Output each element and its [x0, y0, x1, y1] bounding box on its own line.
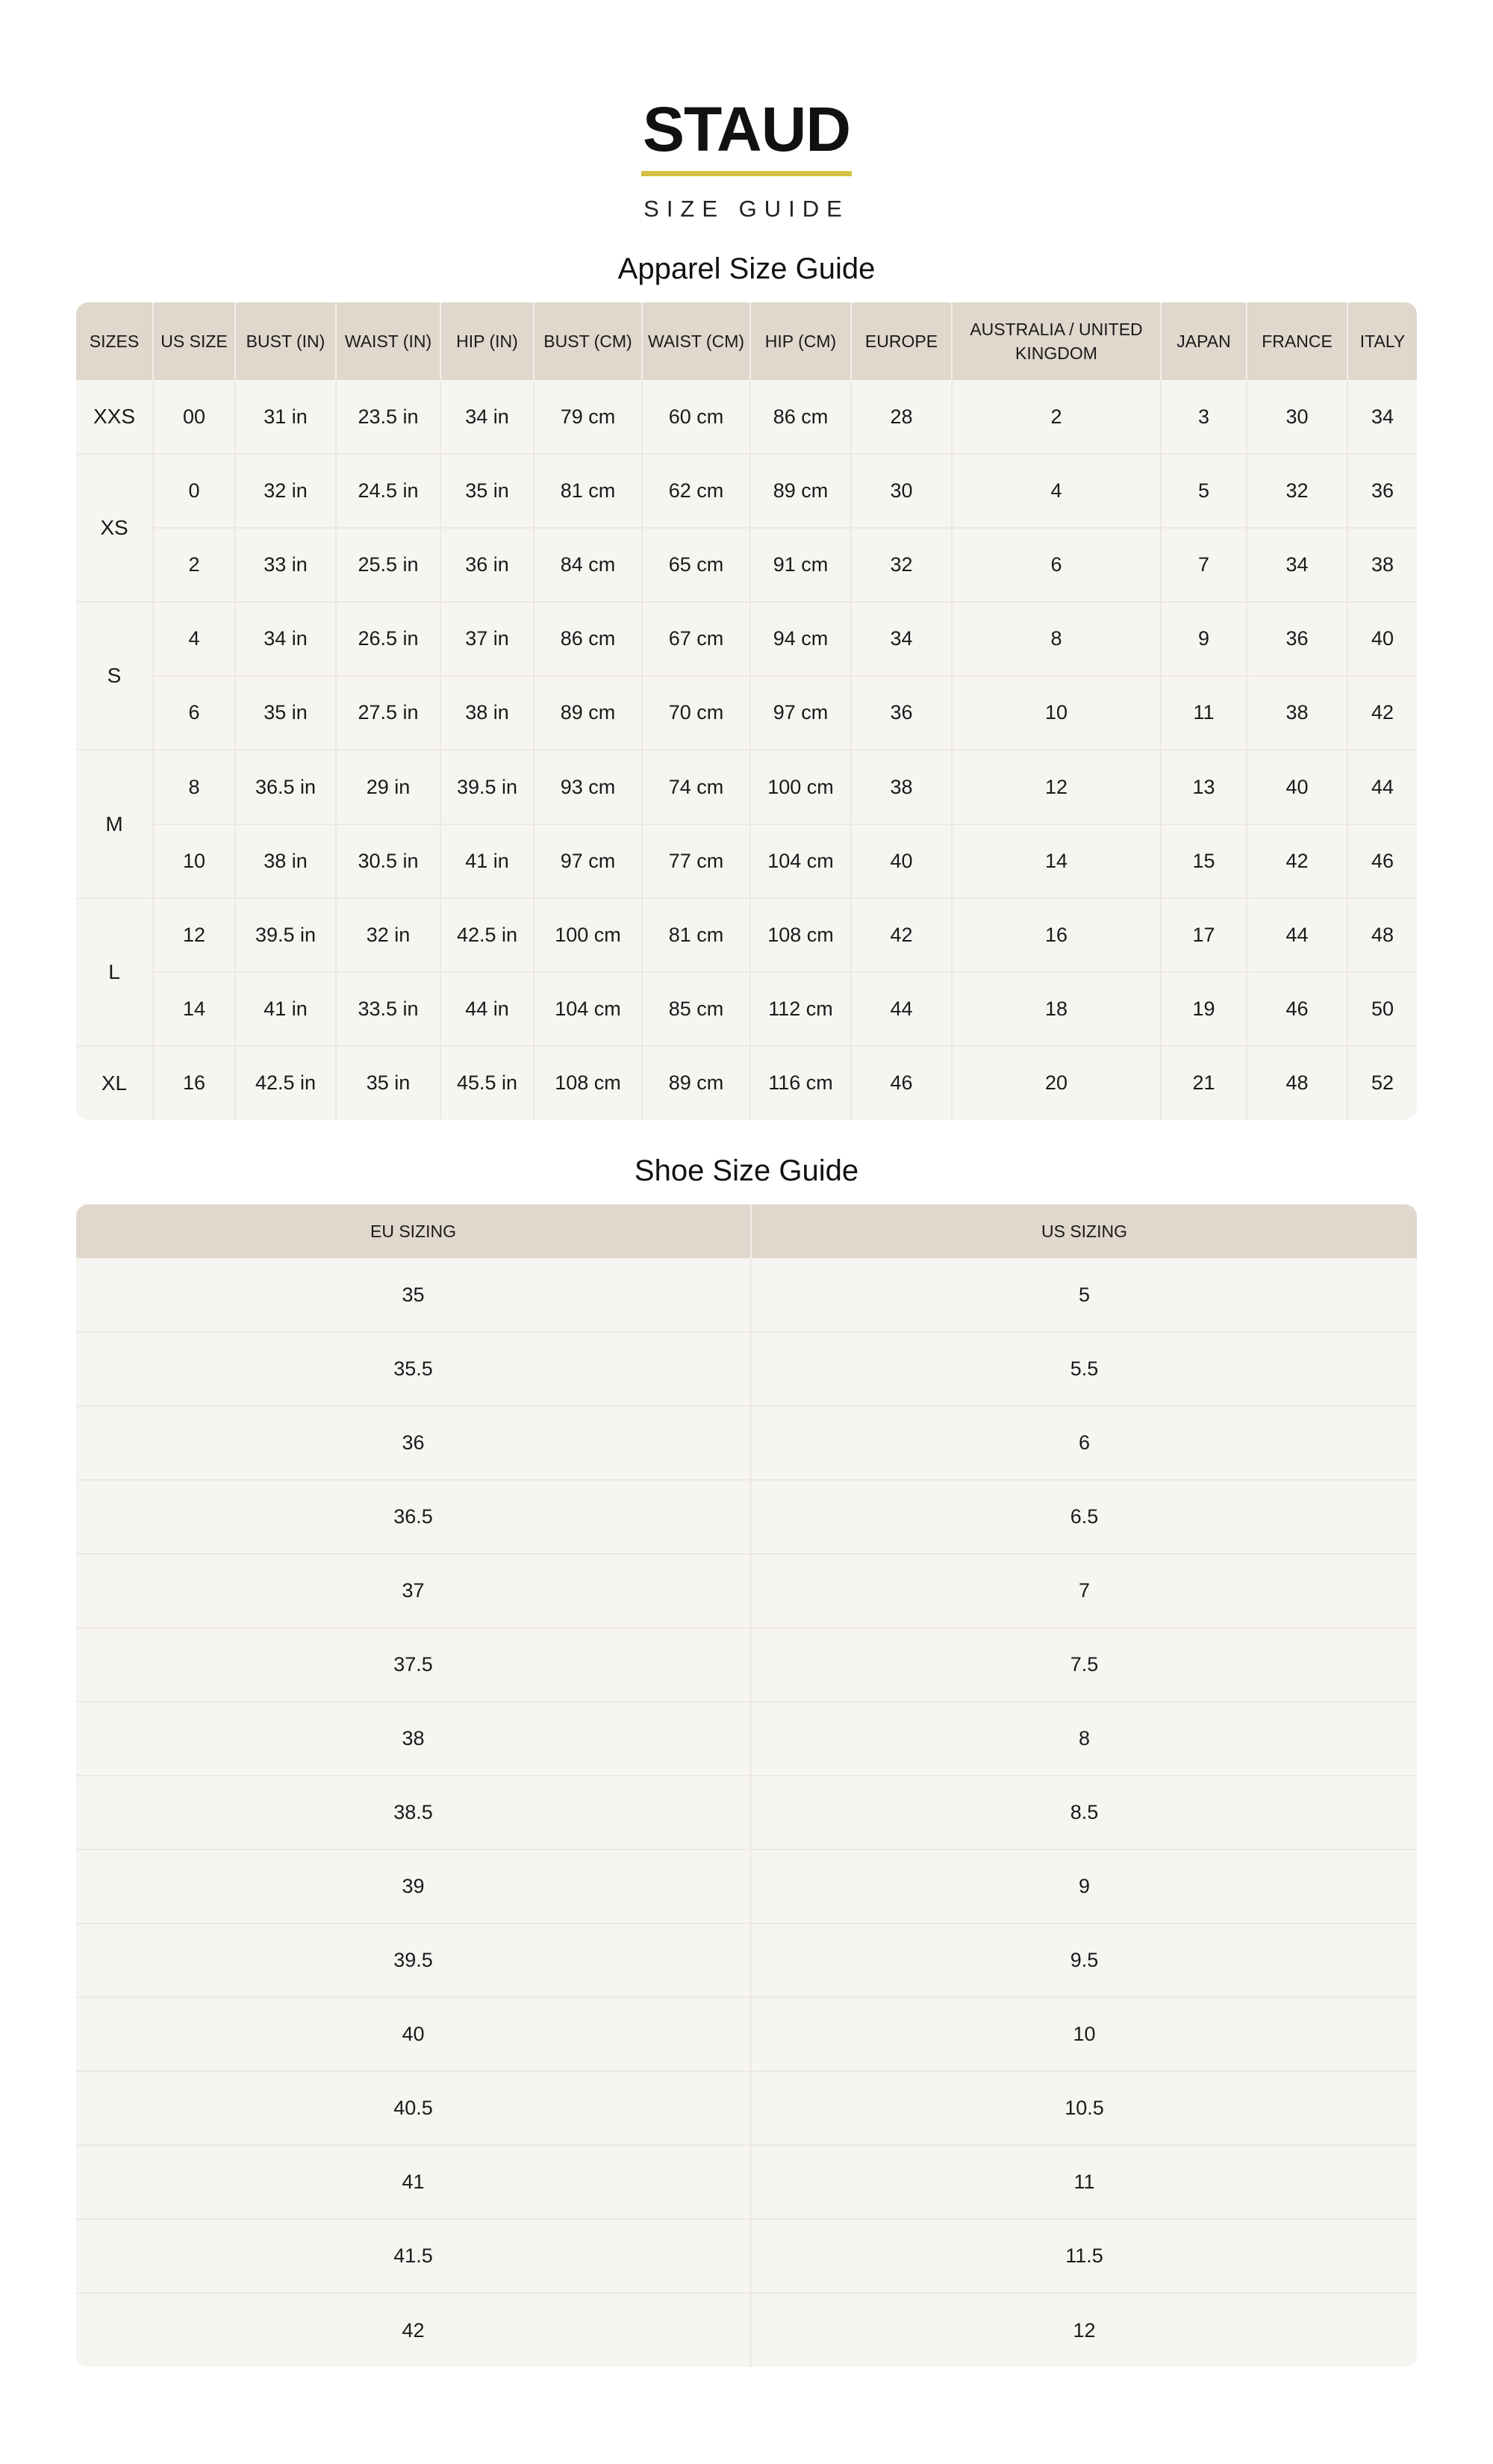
- table-cell: 67 cm: [642, 602, 750, 676]
- table-cell: 81 cm: [642, 898, 750, 972]
- table-cell: 93 cm: [534, 750, 642, 824]
- table-cell: 39.5 in: [235, 898, 336, 972]
- size-label-cell: XXS: [76, 380, 153, 454]
- table-cell: 9: [1161, 602, 1247, 676]
- apparel-column-header: WAIST (CM): [642, 302, 750, 380]
- table-cell: 36: [76, 1406, 751, 1480]
- table-cell: 36.5: [76, 1480, 751, 1554]
- table-cell: 38: [1347, 528, 1417, 602]
- table-cell: 86 cm: [750, 380, 851, 454]
- table-row: [76, 1554, 1417, 1628]
- table-cell: 20: [952, 1046, 1161, 1120]
- table-cell: 44: [1347, 750, 1417, 824]
- table-cell: 10: [153, 824, 235, 898]
- table-cell: 5: [1161, 454, 1247, 528]
- table-cell: 42: [851, 898, 952, 972]
- table-cell: 12: [952, 750, 1161, 824]
- table-cell: 9.5: [751, 1923, 1417, 1997]
- apparel-column-header: BUST (CM): [534, 302, 642, 380]
- table-cell: 36: [851, 676, 952, 750]
- table-row: [76, 454, 1417, 528]
- shoe-size-table: [76, 1204, 1417, 2367]
- table-row: [76, 2219, 1417, 2293]
- apparel-column-header: SIZES: [76, 302, 153, 380]
- apparel-section-title: Apparel Size Guide: [617, 252, 876, 285]
- table-cell: 42.5 in: [235, 1046, 336, 1120]
- table-cell: 6: [751, 1406, 1417, 1480]
- table-cell: 46: [1347, 824, 1417, 898]
- table-cell: 41 in: [440, 824, 534, 898]
- size-label-cell: M: [76, 750, 153, 897]
- table-row: [76, 2293, 1417, 2367]
- apparel-column-header: HIP (IN): [440, 302, 534, 380]
- table-cell: 116 cm: [750, 1046, 851, 1120]
- table-cell: 8: [751, 1702, 1417, 1776]
- table-cell: 30: [1247, 380, 1347, 454]
- table-cell: 36: [1247, 602, 1347, 676]
- table-cell: 12: [153, 898, 235, 972]
- table-cell: 40: [1347, 602, 1417, 676]
- shoe-table-container: [76, 1204, 1417, 2367]
- table-cell: 18: [952, 972, 1161, 1046]
- table-cell: 12: [1073, 2318, 1096, 2342]
- table-cell: 4: [952, 454, 1161, 528]
- table-cell: 39: [76, 1849, 751, 1923]
- table-cell: 32 in: [235, 454, 336, 528]
- table-cell: 33.5 in: [336, 972, 440, 1046]
- apparel-column-header: BUST (IN): [235, 302, 336, 380]
- shoe-column-header: US SIZING: [751, 1204, 1417, 1258]
- size-guide-tagline: SIZE GUIDE: [643, 196, 850, 222]
- table-cell: 46: [1247, 972, 1347, 1046]
- apparel-size-table: [76, 302, 1417, 1120]
- table-cell: 38: [851, 750, 952, 824]
- table-row: [76, 1406, 1417, 1480]
- table-row: [76, 1480, 1417, 1554]
- table-cell: 42: [1347, 676, 1417, 750]
- table-row: [76, 1923, 1417, 1997]
- table-cell: 41.5: [76, 2219, 751, 2293]
- table-cell: 8: [153, 750, 235, 824]
- table-row: [76, 1997, 1417, 2071]
- table-cell: 35.5: [76, 1332, 751, 1406]
- table-cell: 2: [952, 380, 1161, 454]
- table-cell: 37: [76, 1554, 751, 1628]
- table-cell: 89 cm: [534, 676, 642, 750]
- table-cell: 40: [76, 1997, 751, 2071]
- table-cell: 35 in: [440, 454, 534, 528]
- size-label-cell: XS: [76, 454, 153, 602]
- table-cell: 91 cm: [750, 528, 851, 602]
- table-cell: 60 cm: [642, 380, 750, 454]
- table-cell: 40.5: [76, 2071, 751, 2145]
- table-cell: 40: [1247, 750, 1347, 824]
- table-cell: 52: [1371, 1071, 1394, 1095]
- apparel-column-header: US SIZE: [153, 302, 235, 380]
- table-cell: 38 in: [440, 676, 534, 750]
- apparel-column-header: HIP (CM): [750, 302, 851, 380]
- table-cell: 38: [1247, 676, 1347, 750]
- table-cell: 23.5 in: [336, 380, 440, 454]
- table-cell: 36.5 in: [235, 750, 336, 824]
- table-row: [76, 898, 1417, 972]
- table-row: [76, 2145, 1417, 2219]
- size-label-cell: S: [76, 602, 153, 750]
- table-cell: 100 cm: [750, 750, 851, 824]
- table-row: [76, 1776, 1417, 1849]
- table-cell: 21: [1161, 1046, 1247, 1120]
- table-cell: 108 cm: [750, 898, 851, 972]
- table-cell: 10: [952, 676, 1161, 750]
- table-row: [76, 1849, 1417, 1923]
- shoe-column-header: EU SIZING: [76, 1204, 751, 1258]
- table-cell: 17: [1161, 898, 1247, 972]
- apparel-column-header: FRANCE: [1247, 302, 1347, 380]
- table-cell: 42: [76, 2293, 751, 2367]
- table-cell: 33 in: [235, 528, 336, 602]
- table-cell: 8.5: [751, 1776, 1417, 1849]
- table-cell: 11: [751, 2145, 1417, 2219]
- table-cell: 35: [76, 1258, 751, 1332]
- table-cell: 9: [751, 1849, 1417, 1923]
- table-cell: 30: [851, 454, 952, 528]
- shoe-section-title: Shoe Size Guide: [634, 1154, 859, 1187]
- table-cell: 36 in: [440, 528, 534, 602]
- table-cell: 7: [751, 1554, 1417, 1628]
- table-row: [76, 1332, 1417, 1406]
- table-cell: 36: [1347, 454, 1417, 528]
- table-cell: 37 in: [440, 602, 534, 676]
- apparel-column-header: WAIST (IN): [336, 302, 440, 380]
- table-cell: 30.5 in: [336, 824, 440, 898]
- table-row: [76, 1258, 1417, 1332]
- size-label-cell: L: [76, 898, 153, 1046]
- table-row: [76, 1702, 1417, 1776]
- table-cell: 44: [1247, 898, 1347, 972]
- apparel-column-header: ITALY: [1347, 302, 1417, 380]
- table-cell: 44 in: [440, 972, 534, 1046]
- table-cell: 42: [1247, 824, 1347, 898]
- table-cell: 34 in: [235, 602, 336, 676]
- table-cell: 108 cm: [534, 1046, 642, 1120]
- table-row: [76, 972, 1417, 1046]
- table-cell: 97 cm: [534, 824, 642, 898]
- table-cell: 34: [851, 602, 952, 676]
- table-cell: 62 cm: [642, 454, 750, 528]
- table-cell: 100 cm: [534, 898, 642, 972]
- table-cell: 24.5 in: [336, 454, 440, 528]
- apparel-column-header: EUROPE: [851, 302, 952, 380]
- table-cell: 10: [751, 1997, 1417, 2071]
- table-cell: 16: [952, 898, 1161, 972]
- table-cell: 35 in: [336, 1046, 440, 1120]
- table-row: [76, 2071, 1417, 2145]
- table-cell: 79 cm: [534, 380, 642, 454]
- table-cell: 94 cm: [750, 602, 851, 676]
- table-cell: 6: [952, 528, 1161, 602]
- table-cell: 38.5: [76, 1776, 751, 1849]
- table-cell: 16: [153, 1046, 235, 1120]
- table-cell: 44: [851, 972, 952, 1046]
- table-cell: 28: [851, 380, 952, 454]
- table-row: [76, 1046, 1417, 1120]
- table-row: [76, 750, 1417, 824]
- table-cell: 89 cm: [642, 1046, 750, 1120]
- table-cell: 74 cm: [642, 750, 750, 824]
- table-cell: 6.5: [751, 1480, 1417, 1554]
- table-cell: 19: [1161, 972, 1247, 1046]
- table-cell: 77 cm: [642, 824, 750, 898]
- table-cell: 84 cm: [534, 528, 642, 602]
- table-cell: 7: [1161, 528, 1247, 602]
- table-cell: 70 cm: [642, 676, 750, 750]
- table-cell: 112 cm: [750, 972, 851, 1046]
- table-cell: 5: [751, 1258, 1417, 1332]
- table-cell: 46: [851, 1046, 952, 1120]
- table-cell: 8: [952, 602, 1161, 676]
- table-cell: 41 in: [235, 972, 336, 1046]
- table-cell: 26.5 in: [336, 602, 440, 676]
- table-cell: 7.5: [751, 1628, 1417, 1702]
- table-cell: 0: [153, 454, 235, 528]
- table-cell: 41: [76, 2145, 751, 2219]
- table-cell: 42.5 in: [440, 898, 534, 972]
- table-row: [76, 602, 1417, 676]
- table-cell: 65 cm: [642, 528, 750, 602]
- table-cell: 34: [1247, 528, 1347, 602]
- table-cell: 14: [153, 972, 235, 1046]
- apparel-column-header: AUSTRALIA / UNITED KINGDOM: [952, 302, 1161, 380]
- table-cell: 38 in: [235, 824, 336, 898]
- table-cell: 3: [1161, 380, 1247, 454]
- apparel-column-header: JAPAN: [1161, 302, 1247, 380]
- table-cell: 14: [952, 824, 1161, 898]
- apparel-header-row: [76, 302, 1417, 380]
- table-cell: 13: [1161, 750, 1247, 824]
- size-label-cell: XL: [76, 1046, 153, 1120]
- table-row: [76, 1628, 1417, 1702]
- table-cell: 39.5 in: [440, 750, 534, 824]
- table-cell: 4: [153, 602, 235, 676]
- table-cell: 29 in: [336, 750, 440, 824]
- table-cell: 45.5 in: [440, 1046, 534, 1120]
- staud-logo: STAUD: [641, 93, 852, 176]
- table-cell: 50: [1347, 972, 1417, 1046]
- table-row: [76, 824, 1417, 898]
- table-cell: 34: [1347, 380, 1417, 454]
- table-cell: 27.5 in: [336, 676, 440, 750]
- table-cell: 97 cm: [750, 676, 851, 750]
- table-cell: 34 in: [440, 380, 534, 454]
- table-cell: 86 cm: [534, 602, 642, 676]
- table-row: [76, 676, 1417, 750]
- table-cell: 32 in: [336, 898, 440, 972]
- table-cell: 89 cm: [750, 454, 851, 528]
- table-cell: 5.5: [751, 1332, 1417, 1406]
- table-cell: 104 cm: [534, 972, 642, 1046]
- table-cell: 31 in: [235, 380, 336, 454]
- table-cell: 25.5 in: [336, 528, 440, 602]
- table-cell: 10.5: [751, 2071, 1417, 2145]
- apparel-table-container: [76, 302, 1417, 1120]
- table-cell: 38: [76, 1702, 751, 1776]
- table-cell: 00: [153, 380, 235, 454]
- table-row: [76, 528, 1417, 602]
- table-cell: 39.5: [76, 1923, 751, 1997]
- table-cell: 2: [153, 528, 235, 602]
- table-cell: 35 in: [235, 676, 336, 750]
- table-cell: 15: [1161, 824, 1247, 898]
- table-row: [76, 380, 1417, 454]
- shoe-header-row: [76, 1204, 1417, 1258]
- table-cell: 81 cm: [534, 454, 642, 528]
- table-cell: 11.5: [751, 2219, 1417, 2293]
- table-cell: 32: [1247, 454, 1347, 528]
- table-cell: 6: [153, 676, 235, 750]
- table-cell: 48: [1347, 898, 1417, 972]
- table-cell: 11: [1161, 676, 1247, 750]
- table-cell: 40: [851, 824, 952, 898]
- brand-header: [0, 93, 1493, 223]
- table-cell: 37.5: [76, 1628, 751, 1702]
- table-cell: 85 cm: [642, 972, 750, 1046]
- table-cell: 104 cm: [750, 824, 851, 898]
- table-cell: 48: [1247, 1046, 1347, 1120]
- table-cell: 32: [851, 528, 952, 602]
